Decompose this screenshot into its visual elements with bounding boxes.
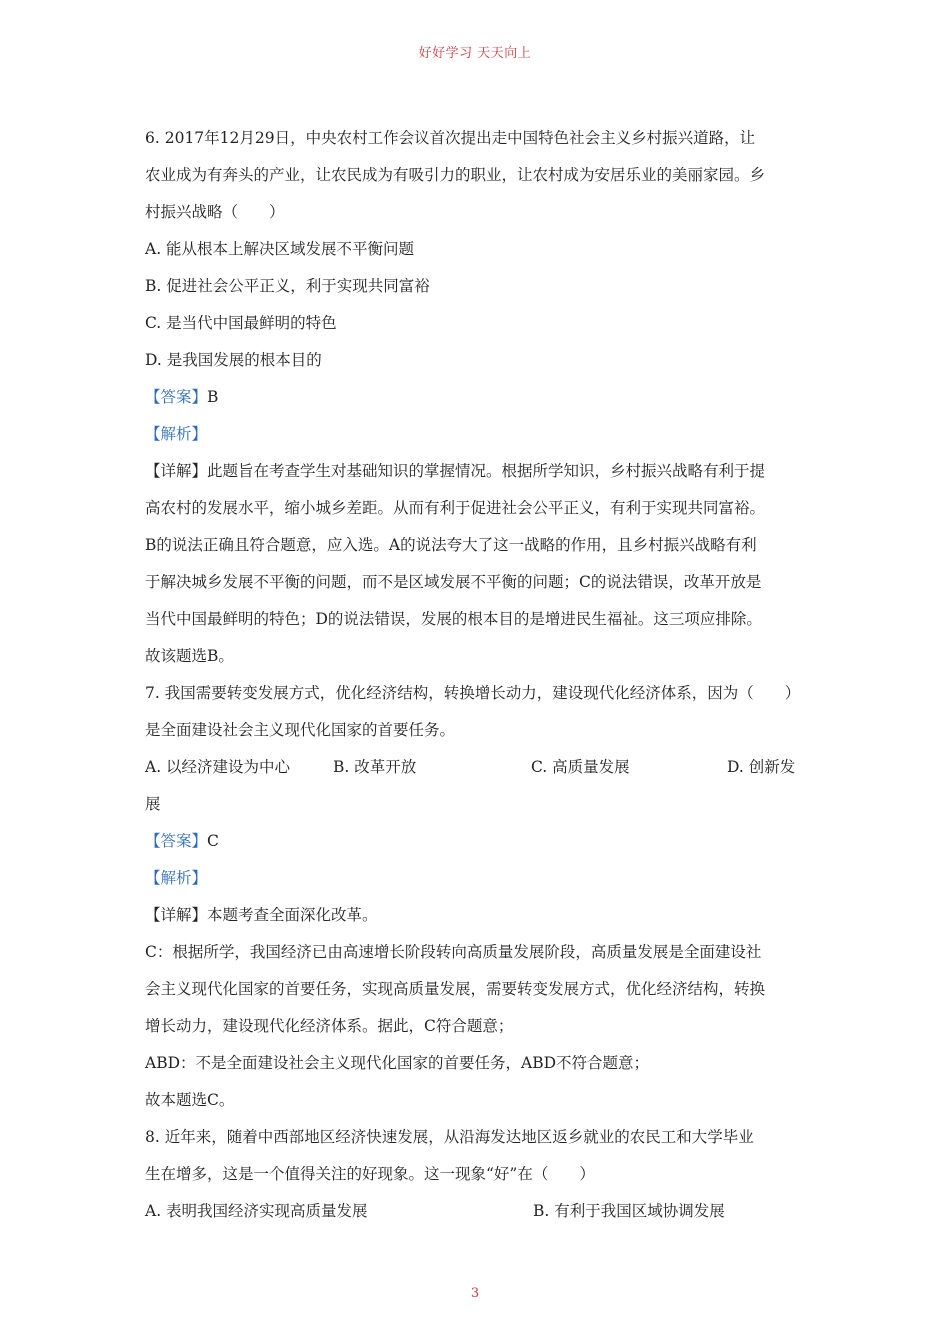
analysis-tag: 【解析】	[145, 425, 208, 443]
detail-line	[145, 453, 815, 490]
option-c: C. 是当代中国最鲜明的特色	[145, 314, 337, 332]
answer-value: C	[207, 832, 219, 850]
question-text-line: 农业成为有奔头的产业，让农民成为有吸引力的职业，让农村成为安居乐业的美丽家园。乡	[145, 166, 766, 184]
detail-text-line: 故本题选C。	[145, 1091, 235, 1109]
options-row	[145, 749, 815, 786]
detail-text-line: 增长动力，建设现代化经济体系。据此，C符合题意；	[145, 1017, 514, 1035]
page-number: 3	[470, 1286, 480, 1301]
question-6	[145, 120, 815, 675]
detail-text-line: 会主义现代化国家的首要任务，实现高质量发展，需要转变发展方式，优化经济结构，转换	[145, 980, 766, 998]
question-text-line: 8. 近年来，随着中西部地区经济快速发展，从沿海发达地区返乡就业的农民工和大学毕业	[145, 1128, 754, 1146]
option-wrap: 展	[145, 795, 161, 813]
option-d: D. 创新发	[727, 758, 796, 776]
document-body	[145, 120, 815, 1230]
detail-text-line: 高农村的发展水平，缩小城乡差距。从而有利于促进社会公平正义，有利于实现共同富裕。	[145, 499, 766, 517]
question-8	[145, 1119, 815, 1230]
option-d: D. 是我国发展的根本目的	[145, 351, 322, 369]
question-text-line: 是全面建设社会主义现代化国家的首要任务。	[145, 721, 456, 739]
answer-line	[145, 823, 815, 860]
option-a: A. 以经济建设为中心	[145, 758, 291, 776]
detail-text-line: ABD：不是全面建设社会主义现代化国家的首要任务，ABD不符合题意；	[145, 1054, 650, 1072]
detail-text-line: B的说法正确且符合题意，应入选。A的说法夸大了这一战略的作用，且乡村振兴战略有利	[145, 536, 757, 554]
option-b: B. 有利于我国区域协调发展	[533, 1202, 725, 1220]
detail-line	[145, 897, 815, 934]
question-text-line: 6. 2017年12月29日，中央农村工作会议首次提出走中国特色社会主义乡村振兴道路，让	[145, 129, 756, 147]
option-a: A. 表明我国经济实现高质量发展	[145, 1202, 368, 1220]
detail-tag: 【详解】	[145, 906, 208, 924]
detail-tag: 【详解】	[145, 462, 208, 480]
page-header: 好好学习 天天向上	[418, 46, 532, 61]
answer-tag: 【答案】	[145, 832, 208, 850]
detail-text-line: 当代中国最鲜明的特色；D的说法错误，发展的根本目的是增进民生福祉。这三项应排除。	[145, 610, 762, 628]
option-b: B. 改革开放	[333, 758, 417, 776]
detail-text-line: C：根据所学，我国经济已由高速增长阶段转向高质量发展阶段，高质量发展是全面建设社	[145, 943, 762, 961]
analysis-line	[145, 860, 815, 897]
option-c: C. 高质量发展	[531, 758, 630, 776]
question-text-line: 村振兴战略（ ）	[145, 203, 285, 221]
analysis-tag: 【解析】	[145, 869, 208, 887]
analysis-line	[145, 416, 815, 453]
option-a: A. 能从根本上解决区域发展不平衡问题	[145, 240, 415, 258]
answer-line	[145, 379, 815, 416]
options-row	[145, 1193, 815, 1230]
question-text-line: 7. 我国需要转变发展方式，优化经济结构，转换增长动力，建设现代化经济体系，因为（ ）	[145, 684, 801, 702]
answer-value: B	[207, 388, 219, 406]
option-b: B. 促进社会公平正义，利于实现共同富裕	[145, 277, 430, 295]
detail-text-line: 故该题选B。	[145, 647, 234, 665]
answer-tag: 【答案】	[145, 388, 208, 406]
question-7	[145, 675, 815, 1119]
detail-text-line: 于解决城乡发展不平衡的问题，而不是区域发展不平衡的问题；C的说法错误，改革开放是	[145, 573, 762, 591]
detail-text: 本题考查全面深化改革。	[207, 906, 378, 924]
question-text-line: 生在增多，这是一个值得关注的好现象。这一现象“好”在（ ）	[145, 1165, 595, 1183]
detail-text: 此题旨在考查学生对基础知识的掌握情况。根据所学知识，乡村振兴战略有利于提	[207, 462, 766, 480]
